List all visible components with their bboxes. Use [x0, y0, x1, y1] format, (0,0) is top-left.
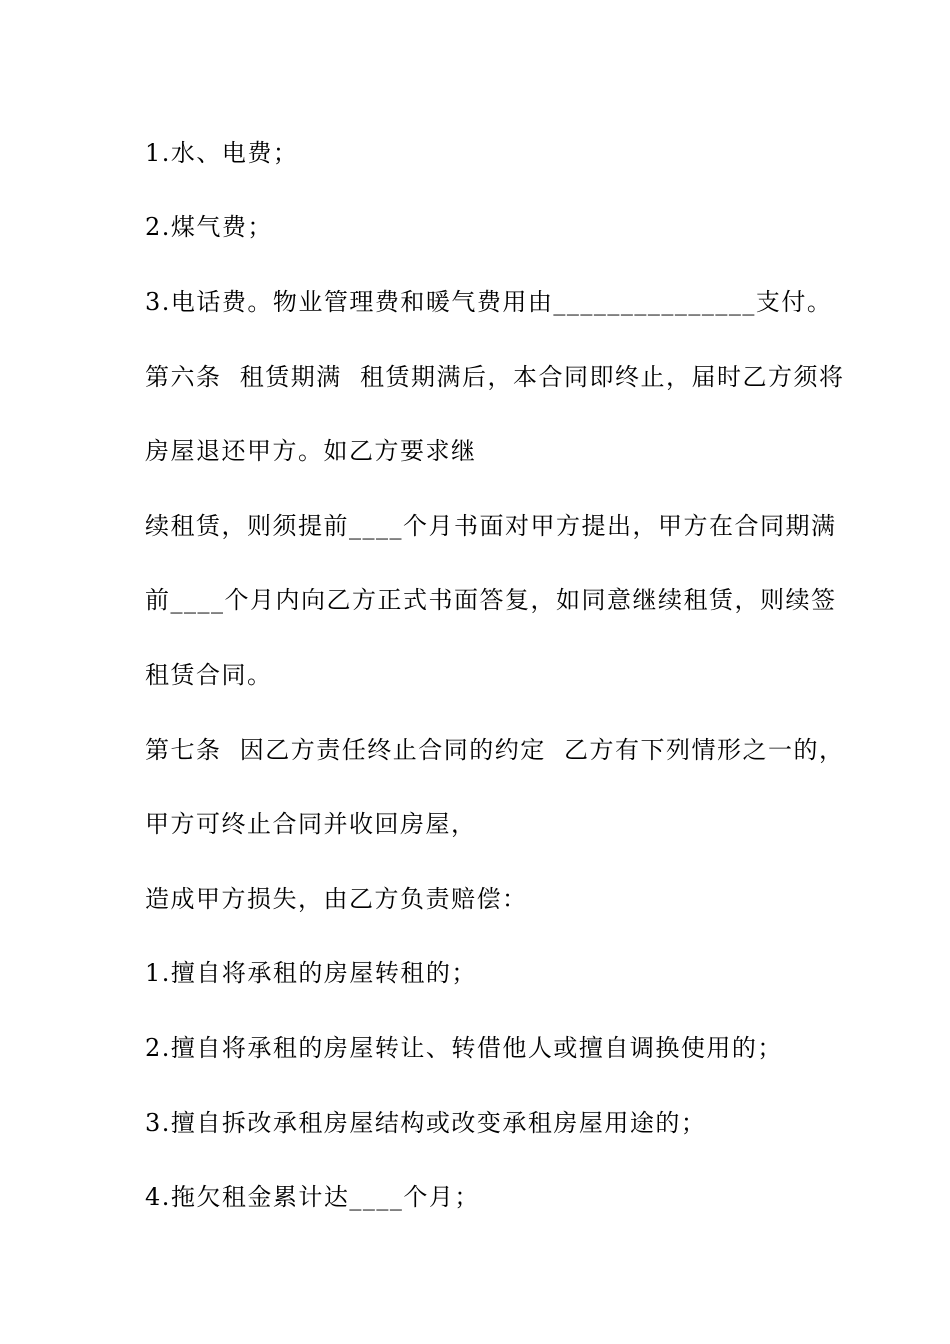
text-line-clause-alteration: 3.擅自拆改承租房屋结构或改变承租房屋用途的； [145, 1109, 707, 1137]
text-line-article-six-contract: 租赁合同。 [145, 661, 273, 689]
text-line-article-six-return: 房屋退还甲方。如乙方要求继 [145, 437, 477, 465]
text-line-article-seven-compensation: 造成甲方损失，由乙方负责赔偿： [145, 885, 528, 913]
text-line-clause-transfer: 2.擅自将承租的房屋转让、转借他人或擅自调换使用的； [145, 1034, 783, 1062]
text-line-clause-rent-arrears: 4.拖欠租金累计达____个月； [145, 1183, 480, 1211]
text-line-gas-fee: 2.煤气费； [145, 213, 273, 241]
text-line-article-six-reply: 前____个月内向乙方正式书面答复，如同意继续租赁，则续签 [145, 586, 837, 614]
text-line-article-six-renewal: 续租赁，则须提前____个月书面对甲方提出，甲方在合同期满 [145, 512, 837, 540]
text-line-clause-sublet: 1.擅自将承租的房屋转租的； [145, 959, 477, 987]
text-line-article-six-heading: 第六条 租赁期满 租赁期满后，本合同即终止，届时乙方须将 [145, 363, 845, 391]
text-line-article-seven-reclaim: 甲方可终止合同并收回房屋， [145, 810, 477, 838]
text-line-article-seven-heading: 第七条 因乙方责任终止合同的约定 乙方有下列情形之一的， [145, 736, 845, 764]
text-line-phone-fee: 3.电话费。物业管理费和暖气费用由_______________支付。 [145, 288, 833, 316]
text-line-utilities-water-electricity: 1.水、电费； [145, 139, 299, 167]
